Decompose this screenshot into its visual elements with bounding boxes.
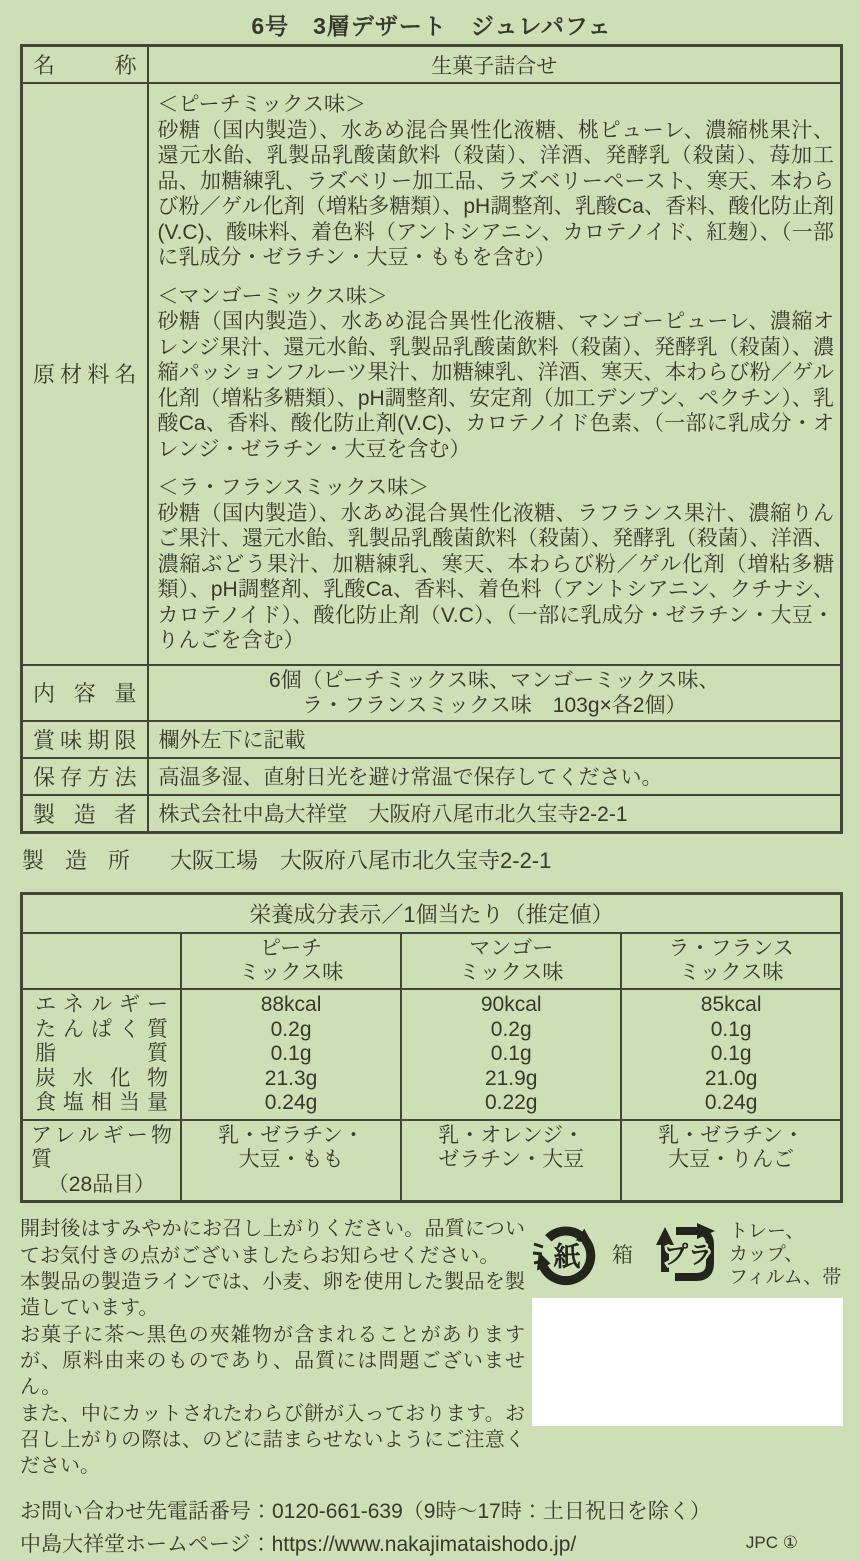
nutrient-label: 食塩相当量 <box>35 1091 168 1115</box>
paper-recycling-icon <box>532 1218 604 1290</box>
contents-value <box>148 665 842 721</box>
name-value: 生菓子詰合せ <box>148 46 842 84</box>
nutrient-values-lafrance <box>621 989 841 1120</box>
column-header-line: ラ・フランス <box>668 937 794 960</box>
name-label: 名称 <box>22 46 148 84</box>
ingredients-section-peach <box>158 92 835 271</box>
note-paragraph: 開封後はすみやかにお召し上がりください。品質についてお気付きの点がございましたらお知らせください。 <box>20 1218 525 1267</box>
allergy-value-line: 乳・オレンジ・ <box>438 1123 585 1147</box>
product-title: 6号 3層デザート ジュレパフェ <box>251 13 612 39</box>
nutrient-label: たんぱく質 <box>35 1017 168 1041</box>
column-header-line: マンゴー <box>469 937 554 960</box>
factory-line <box>22 844 843 876</box>
maker-value: 株式会社中島大祥堂 大阪府八尾市北久宝寺2-2-1 <box>148 795 842 833</box>
plastic-item-line: カップ、 <box>729 1243 804 1265</box>
allergy-label-line: （28品目） <box>47 1172 156 1196</box>
allergy-value-mango <box>401 1120 621 1202</box>
table-row <box>22 795 842 833</box>
nutrient-value: 0.24g <box>264 1091 318 1115</box>
table-row <box>22 933 842 989</box>
nutrient-value: 0.1g <box>490 1042 532 1066</box>
table-row <box>22 83 842 665</box>
nutrient-value: 90kcal <box>480 993 542 1016</box>
nutrition-title: 栄養成分表示／1個当たり（推定値） <box>22 893 842 933</box>
allergy-label <box>22 1120 181 1202</box>
contents-line-2: ラ・フランスミックス味 103g×各2個） <box>302 693 687 717</box>
note-paragraph: また、中にカットされたわらび餅が入っております。お召し上がりの際は、のどに詰まらせないようにご注意ください。 <box>20 1402 525 1478</box>
ingredients-cell <box>148 83 842 665</box>
column-header-line: ミックス味 <box>238 961 344 984</box>
paper-mark-items: 箱 <box>612 1244 633 1268</box>
recycling-marks-row <box>532 1216 843 1292</box>
nutrient-values-mango <box>401 989 621 1120</box>
contents-line-1: 6個（ピーチミックス味、マンゴーミックス味、 <box>268 668 720 692</box>
allergy-label-line: アレルギー物質 <box>31 1123 172 1172</box>
nutrient-value: 0.1g <box>270 1042 312 1066</box>
column-header-lafrance <box>621 933 841 989</box>
nutrient-value: 0.2g <box>490 1017 532 1041</box>
table-row <box>22 893 842 933</box>
expiry-label: 賞味期限 <box>22 721 148 758</box>
consumer-notes <box>20 1216 525 1479</box>
nutrient-value: 0.24g <box>704 1091 758 1115</box>
nutrient-value: 0.22g <box>484 1091 538 1115</box>
nutrition-corner-cell <box>22 933 181 989</box>
nutrient-value: 0.1g <box>710 1042 752 1066</box>
column-header-line: ミックス味 <box>459 961 564 984</box>
nutrient-value: 88kcal <box>260 993 322 1016</box>
plastic-item-line: フィルム、帯 <box>729 1266 842 1288</box>
column-header-peach <box>181 933 401 989</box>
table-row <box>22 46 842 84</box>
nutrient-value: 0.1g <box>710 1017 752 1041</box>
note-paragraph: 本製品の製造ラインでは、小麦、卵を使用した製品を製造しています。 <box>20 1271 525 1320</box>
table-row <box>22 1120 842 1202</box>
column-header-line: ピーチ <box>259 937 323 960</box>
nutrient-label: エネルギー <box>35 993 168 1016</box>
bottom-zone <box>20 1216 843 1479</box>
allergy-value-line: 大豆・もも <box>238 1148 344 1172</box>
table-row <box>22 665 842 721</box>
table-row <box>22 989 842 1120</box>
ingredients-section-mango <box>158 284 835 463</box>
nutrient-value: 85kcal <box>700 993 762 1016</box>
section-heading: ＜マンゴーミックス味＞ <box>157 284 388 308</box>
expiry-value: 欄外左下に記載 <box>148 721 842 758</box>
storage-label: 保存方法 <box>22 758 148 795</box>
nutrition-table <box>20 892 843 1204</box>
nutrient-labels <box>22 989 181 1120</box>
nutrient-label: 脂質 <box>35 1042 168 1066</box>
nutrient-value: 21.0g <box>704 1066 758 1090</box>
column-header-line: ミックス味 <box>678 961 784 984</box>
factory-label: 製造所 <box>22 848 130 873</box>
allergy-value-lafrance <box>621 1120 841 1202</box>
nutrient-label: 炭水化物 <box>35 1066 168 1090</box>
note-paragraph: お菓子に茶～黒色の夾雑物が含まれることがありますが、原料由来のものであり、品質には問題ございません。 <box>20 1323 525 1399</box>
section-body: 砂糖（国内製造）、水あめ混合異性化液糖、マンゴーピューレ、濃縮オレンジ果汁、還元水飴、乳製品乳酸菌飲料（殺菌）、発酵乳（殺菌）、濃縮パッションフルーツ果汁、加糖練乳、洋酒、寒天、本わらび粉／ゲル化剤（増粘多糖類）、pH調整剤、安定剤（加工デンプン、ペクチン）、乳酸Ca、香料、酸化防止剤(V.C)、カロテノイド色素、（一部に乳成分・オレンジ・ゼラチン・大豆を含む） <box>157 310 834 461</box>
contents-label: 内容量 <box>22 665 148 721</box>
nutrient-value: 0.2g <box>270 1017 312 1041</box>
column-header-mango <box>401 933 621 989</box>
plastic-item-line: トレー、 <box>729 1220 805 1242</box>
nutrient-value: 21.3g <box>264 1066 318 1090</box>
plastic-recycling-icon <box>651 1218 723 1290</box>
spec-table <box>20 44 843 834</box>
section-body: 砂糖（国内製造）、水あめ混合異性化液糖、桃ピューレ、濃縮桃果汁、還元水飴、乳製品乳酸菌飲料（殺菌）、洋酒、発酵乳（殺菌）、苺加工品、加糖練乳、ラズベリー加工品、ラズベリーペースト、寒天、本わらび粉／ゲル化剤（増粘多糖類）、pH調整剤、乳酸Ca、香料、酸化防止剤(V.C)、酸味料、着色料（アントシアニン、カロテノイド、紅麹）、（一部に乳成分・ゼラチン・大豆・ももを含む） <box>157 118 834 269</box>
section-heading: ＜ラ・フランスミックス味＞ <box>157 476 430 499</box>
ingredients-label: 原材料名 <box>22 83 148 665</box>
plastic-mark-items <box>729 1220 841 1289</box>
maker-label: 製造者 <box>22 795 148 833</box>
allergy-value-peach <box>181 1120 401 1202</box>
svg-text:プラ: プラ <box>664 1242 712 1270</box>
section-heading: ＜ピーチミックス味＞ <box>157 93 367 116</box>
ingredients-section-lafrance <box>158 475 835 654</box>
homepage-line: 中島大祥堂ホームページ：https://www.nakajimataishodo.jp/ <box>20 1533 577 1557</box>
nutrient-values-peach <box>181 989 401 1120</box>
recycling-column <box>532 1216 843 1479</box>
allergy-value-line: 乳・ゼラチン・ <box>658 1123 805 1147</box>
table-row <box>22 721 842 758</box>
jpc-code: JPC ① <box>745 1533 798 1553</box>
svg-text:紙: 紙 <box>553 1242 581 1273</box>
allergy-value-line: 乳・ゼラチン・ <box>218 1123 365 1147</box>
storage-value: 高温多湿、直射日光を避け常温で保存してください。 <box>148 758 842 795</box>
contact-phone-line: お問い合わせ先電話番号：0120-661-639（9時～17時：土日祝日を除く） <box>20 1500 711 1524</box>
nutrient-value: 21.9g <box>484 1066 538 1090</box>
factory-value: 大阪工場 大阪府八尾市北久宝寺2-2-1 <box>170 848 552 873</box>
section-body: 砂糖（国内製造）、水あめ混合異性化液糖、ラフランス果汁、濃縮りんご果汁、還元水飴、乳製品乳酸菌飲料（殺菌）、発酵乳（殺菌）、洋酒、濃縮ぶどう果汁、加糖練乳、寒天、本わらび粉／ゲル化剤（増粘多糖類）、pH調整剤、乳酸Ca、香料、着色料（アントシアニン、クチナシ、カロテノイド）、酸化防止剤（V.C）、（一部に乳成分・ゼラチン・大豆・りんごを含む） <box>157 501 834 652</box>
allergy-value-line: ゼラチン・大豆 <box>438 1148 585 1172</box>
contact-block <box>20 1495 843 1561</box>
date-print-area <box>532 1298 843 1426</box>
table-row <box>22 758 842 795</box>
allergy-value-line: 大豆・りんご <box>668 1148 795 1172</box>
